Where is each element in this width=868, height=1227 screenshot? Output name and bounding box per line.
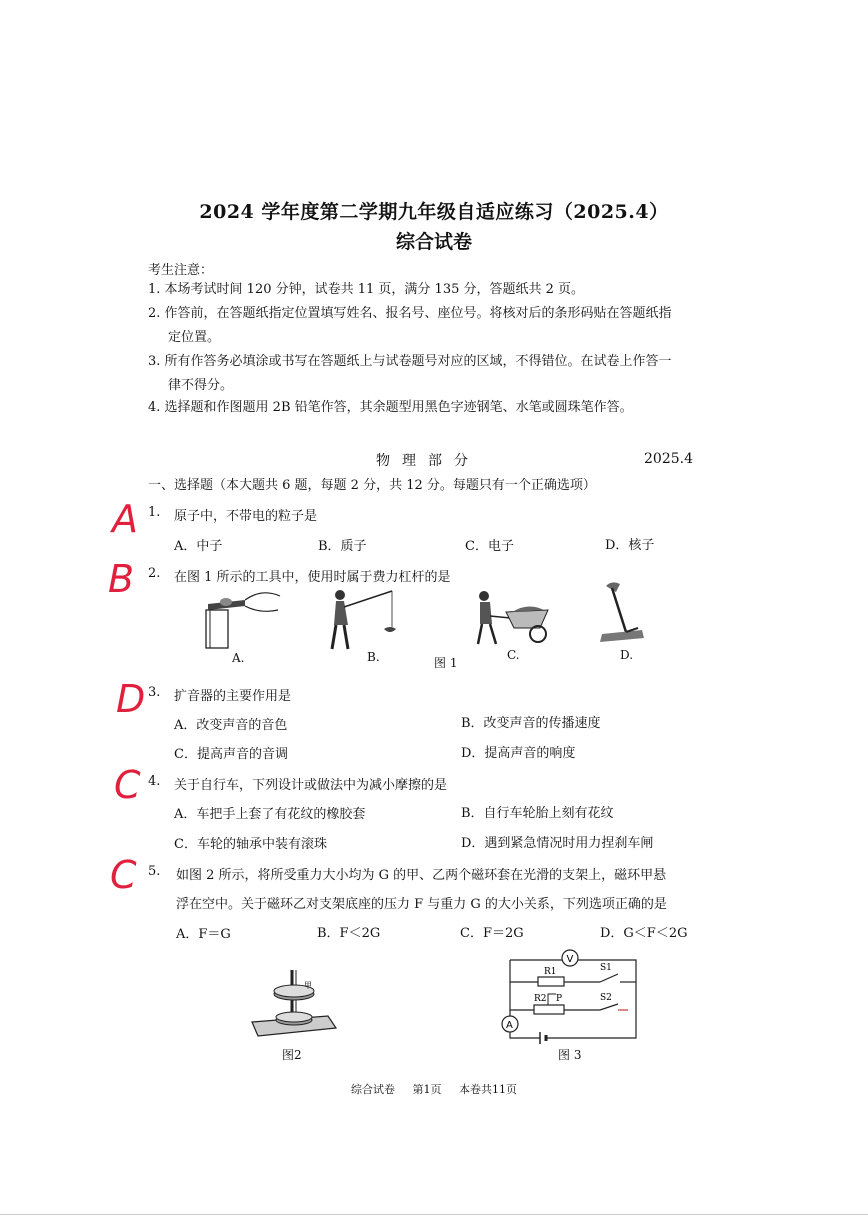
exam-subtitle: 综合试卷 [395, 231, 472, 253]
notice-item-3-cont: 律不得分。 [168, 378, 234, 393]
figure-option-d: D. [620, 648, 634, 662]
notice-item-2-cont: 定位置。 [168, 330, 221, 345]
option-c: C．F＝2G [460, 926, 524, 941]
option-d: D．G＜F＜2G [600, 926, 688, 941]
figure-caption: 图 1 [434, 656, 458, 670]
question-number: 5. [148, 864, 161, 879]
question-text: 在图 1 所示的工具中，使用时属于费力杠杆的是 [174, 570, 451, 585]
question-number: 4. [148, 774, 161, 789]
question-text: 扩音器的主要作用是 [174, 689, 292, 704]
option-a: A．F＝G [176, 927, 231, 942]
tool-wheelbarrow-illustration [470, 588, 556, 650]
tool-fishing-rod-illustration [322, 585, 402, 653]
option-b: B．自行车轮胎上刻有花纹 [461, 806, 614, 821]
r1-label: R1 [544, 967, 557, 977]
scan-edge-divider [0, 1214, 868, 1215]
question-text-line-2: 浮在空中。关于磁环乙对支架底座的压力 F 与重力 G 的大小关系，下列选项正确的是 [176, 897, 667, 912]
figure-option-b: B. [367, 650, 380, 664]
option-b: B．F＜2G [317, 926, 381, 941]
notice-heading: 考生注意： [148, 263, 214, 278]
figure3-circuit-diagram [496, 946, 644, 1046]
s1-label: S1 [600, 963, 612, 973]
option-a: A．改变声音的音色 [174, 718, 288, 733]
figure2-ring-label: 甲 [304, 981, 312, 990]
section-heading: 一、选择题（本大题共 6 题，每题 2 分，共 12 分。每题只有一个正确选项） [148, 478, 596, 493]
exam-title: 2024 学年度第二学期九年级自适应练习（2025.4） [199, 201, 669, 223]
answer-mark-q1: A [112, 497, 138, 541]
answer-mark-q3: D [116, 677, 146, 721]
figure-option-c: C. [507, 648, 520, 662]
answer-mark-q4: C [114, 763, 141, 807]
page-footer: 综合试卷 第1页 本卷共11页 [351, 1083, 517, 1096]
figure3-caption: 图 3 [558, 1048, 582, 1062]
option-d: D．提高声音的响度 [461, 746, 576, 761]
question-text: 原子中，不带电的粒子是 [174, 509, 318, 524]
figure-option-a: A. [232, 651, 245, 665]
notice-item-2: 2. 作答前，在答题纸指定位置填写姓名、报名号、座位号。将核对后的条形码贴在答题纸指 [148, 306, 672, 321]
voltmeter-label: V [566, 954, 574, 965]
question-text: 关于自行车，下列设计或做法中为减小摩擦的是 [174, 778, 448, 793]
figure2-caption: 图2 [282, 1048, 302, 1062]
tool-nutcracker-illustration [200, 588, 280, 650]
option-b: B．改变声音的传播速度 [461, 716, 601, 731]
question-text-line-1: 如图 2 所示，将所受重力大小均为 G 的甲、乙两个磁环套在光滑的支架上，磁环甲悬 [176, 868, 667, 883]
option-b: B．质子 [318, 539, 367, 554]
notice-item-1: 1. 本场考试时间 120 分钟，试卷共 11 页，满分 135 分，答题纸共 2 页。 [148, 282, 585, 297]
option-a: A．车把手上套了有花纹的橡胶套 [174, 807, 366, 822]
s2-label: S2 [600, 993, 612, 1003]
question-number: 2. [148, 566, 161, 581]
answer-mark-q2: B [108, 557, 135, 601]
question-number: 3. [148, 685, 161, 700]
notice-item-3: 3. 所有作答务必填涂或书写在答题纸上与试卷题号对应的区域，不得错位。在试卷上作答一 [148, 354, 672, 369]
question-number: 1. [148, 505, 161, 520]
option-d: D．遇到紧急情况时用力捏刹车闸 [461, 836, 654, 851]
option-d: D．核子 [605, 538, 655, 553]
r2-label: R2 [534, 994, 547, 1004]
option-c: C．提高声音的音调 [174, 747, 288, 762]
ammeter-label: A [506, 1020, 513, 1031]
section-date: 2025.4 [644, 451, 693, 467]
notice-item-4: 4. 选择题和作图题用 2B 铅笔作答，其余题型用黑色字迹钢笔、水笔或圆珠笔作答。 [148, 400, 633, 415]
section-title: 物理部分 [376, 453, 480, 469]
option-c: C．车轮的轴承中装有滚珠 [174, 837, 327, 852]
option-c: C．电子 [465, 539, 514, 554]
answer-mark-q5: C [110, 853, 137, 897]
option-a: A．中子 [174, 539, 223, 554]
figure2-magnet-rings [248, 966, 340, 1042]
slider-p-label: P [556, 994, 563, 1004]
tool-crowbar-illustration [598, 580, 646, 644]
